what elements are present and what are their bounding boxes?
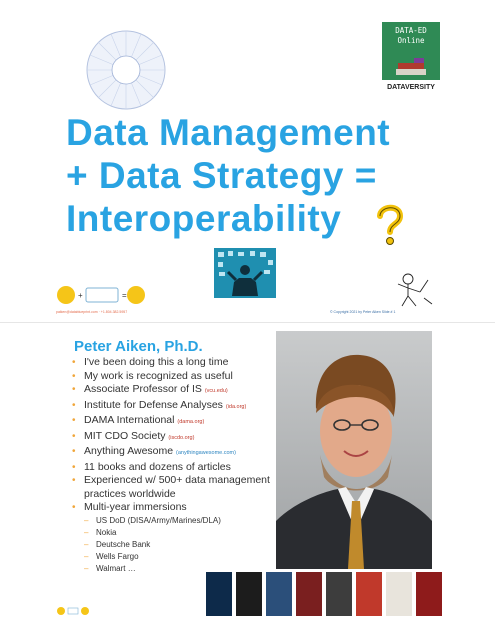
bullet-item: • Multi-year immersions – US DoD (DISA/Army/Marines/DLA) – Nokia – Deutsche Bank – Wells Fargo – Walmart …	[72, 501, 282, 575]
title-line-3: Interoperability	[66, 198, 342, 239]
sub-bullet-item: – US DoD (DISA/Army/Marines/DLA)	[84, 515, 221, 525]
svg-text:+: +	[78, 291, 83, 300]
logo-line-2: Online	[397, 36, 425, 45]
bullet-note: (iscdo.org)	[168, 434, 195, 441]
svg-text:=: =	[122, 291, 127, 300]
footer-contact: paiken@datablueprint.com · +1.804.382.5957	[56, 310, 128, 314]
bullet-note: (ida.org)	[225, 403, 247, 410]
bullet-item: • Associate Professor of IS (vcu.edu)	[72, 383, 228, 395]
cartoon-sketch-image	[386, 270, 434, 310]
bullet-note: (dama.org)	[177, 419, 205, 425]
sub-bullet-item: – Deutsche Bank	[84, 539, 151, 549]
small-pipeline-logo	[56, 606, 90, 616]
dataversity-brand: DATAVERSITY	[387, 84, 435, 91]
bullet-item: • My work is recognized as useful	[72, 369, 233, 382]
book-cover	[266, 572, 292, 616]
bullet-item: • 11 books and dozens of articles	[72, 460, 231, 473]
data-pipeline-logo	[56, 283, 146, 307]
sub-bullet-item: – Wells Fargo	[84, 551, 139, 561]
bullet-item: • I've been doing this a long time	[72, 356, 229, 368]
person-with-icons-image	[214, 248, 276, 298]
logo-green-panel	[382, 22, 440, 80]
book-cover	[206, 572, 232, 616]
book-cover	[296, 572, 322, 616]
bullet-item: • Institute for Defense Analyses (ida.org)	[72, 398, 247, 411]
sub-bullet-item: – Walmart …	[84, 563, 136, 573]
book-cover	[386, 572, 412, 616]
footer-copyright: © Copyright 2021 by Peter Aiken Slide # 1	[330, 310, 396, 314]
bullet-item: • MIT CDO Society (iscdo.org)	[72, 429, 195, 442]
book-cover	[416, 572, 442, 616]
book-covers-strip	[206, 572, 444, 618]
presenter-portrait-photo	[276, 331, 432, 569]
question-mark-icon	[370, 202, 410, 248]
immersions-sublist	[84, 515, 282, 575]
bullet-item: • Experienced w/ 500+ data management practices worldwide	[72, 474, 270, 500]
bullet-item: • Anything Awesome (anythingawesome.com)	[72, 445, 236, 457]
presenter-name: Peter Aiken, Ph.D.	[74, 338, 203, 355]
title-line-1: Data Management	[66, 112, 391, 153]
book-cover	[356, 572, 382, 616]
bio-bullet-list	[72, 356, 282, 575]
slide-divider	[0, 322, 495, 323]
title-line-2: + Data Strategy =	[66, 155, 377, 196]
bullet-note: (vcu.edu)	[204, 388, 228, 394]
book-cover	[326, 572, 352, 616]
book-cover	[236, 572, 262, 616]
bullet-item: • DAMA International (dama.org)	[72, 414, 205, 426]
bullet-note: (anythingawesome.com)	[176, 450, 236, 456]
data-ed-online-logo	[382, 22, 440, 102]
sub-bullet-item: – Nokia	[84, 527, 117, 537]
books-icon	[394, 58, 428, 76]
logo-line-1: DATA-ED	[395, 26, 427, 35]
dmbok-wheel-diagram	[86, 30, 166, 110]
